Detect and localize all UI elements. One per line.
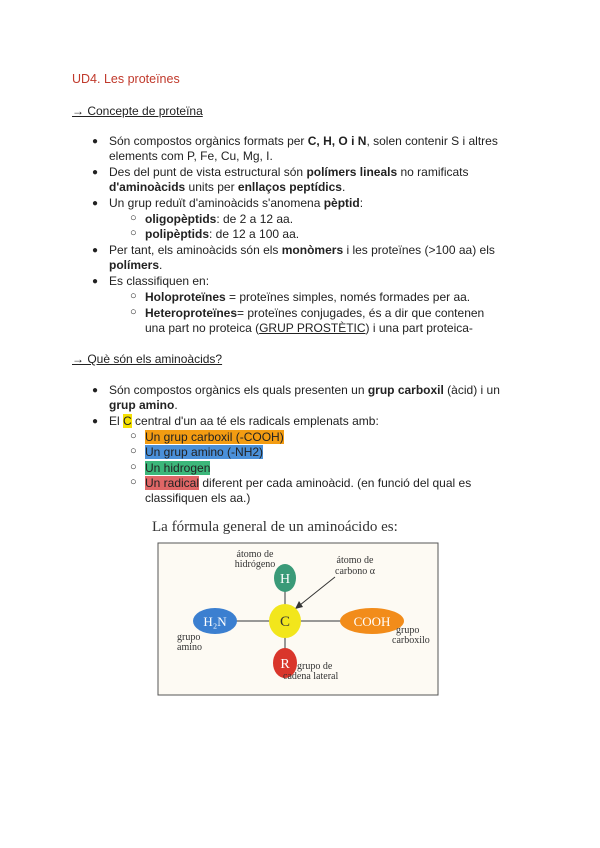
amino-group-node-label: H₂N: [203, 614, 227, 629]
section-heading-amino-acids: → Què són els aminoàcids?: [72, 352, 223, 366]
circle-bullet-icon: ○: [130, 430, 137, 442]
bullet-icon: ●: [92, 276, 99, 287]
circle-bullet-icon: ○: [130, 227, 137, 239]
radical-node-label: R: [280, 657, 290, 672]
amino-label-line1: grupo: [177, 632, 201, 643]
bullet-icon: ●: [92, 167, 99, 178]
document-page: UD4. Les proteïnes → Concepte de proteïna ● Són compostos orgànics formats per C, H, O i N, solen contenir S i altres elements com P, Fe, Cu, Mg, I. ● Des del punt de vista estructural són polímers lineals no ramificats d'aminoàcids units per enllaços peptídics. ● Un grup reduït d'aminoàcids s'anomena pèptid: ○ oligopèptids: de 2 a 12 aa. ○ polipèptids: de 12 a 100 aa. ● Per tant, els aminoàcids són els monòmers i les proteïnes (>100 aa) els polímers. ● Es classifiquen en: ○ Holoproteïnes = proteïnes simples, només formades per aa. ○ Heteroproteïnes= proteïnes conjugades, és a dir que contenen una part no proteica (GRUP PROSTÈTIC) i una part proteica- → Què són els aminoàcids? ● Són compostos orgànics els quals presenten un grup carboxil (àcid) i un grup amino. ● El C central d'un aa té els radicals emplenats amb: ○ Un grup carboxil (-COOH) ○ Un grup amino (-NH2) ○ Un hidrogen ○ Un radical diferent per cada aminoàcid. (en funció del qual es classifiquen els aa.) La fórmula general de un aminoácido es: H C R H₂N COOH átomo de hidrógeno átomo de carbono α grupo amino grupo carboxilo grupo de cadena lateral: [0, 0, 600, 848]
bullet-icon: ●: [92, 136, 99, 147]
hydrogen-label-line2: hidrógeno: [234, 559, 276, 570]
section-heading-protein-concept: → Concepte de proteïna: [72, 104, 203, 118]
carbon-label-line1: átomo de: [336, 555, 374, 566]
bullet-icon: ●: [92, 245, 99, 256]
page-title: UD4. Les proteïnes: [72, 72, 180, 86]
hydrogen-node-label: H: [279, 572, 291, 587]
amino-label-line2: amino: [177, 642, 202, 653]
carboxyl-group-node-label: COOH: [353, 614, 391, 629]
circle-bullet-icon: ○: [130, 445, 137, 457]
bullet-icon: ●: [92, 385, 99, 396]
radical-label-line1: grupo de: [297, 661, 333, 672]
circle-bullet-icon: ○: [130, 212, 137, 224]
carbon-node-label: C: [279, 614, 291, 630]
bullet-icon: ●: [92, 198, 99, 209]
circle-bullet-icon: ○: [130, 306, 137, 318]
carbon-label-line2: carbono α: [335, 566, 375, 577]
figure-title: La fórmula general de un aminoácido es:: [152, 519, 398, 535]
hydrogen-label-line1: átomo de: [236, 549, 274, 560]
amino-acid-formula-figure: [150, 515, 446, 700]
bullet-icon: ●: [92, 416, 99, 427]
carboxyl-label-line1: grupo: [396, 625, 420, 636]
circle-bullet-icon: ○: [130, 476, 137, 488]
circle-bullet-icon: ○: [130, 290, 137, 302]
radical-label-line2: cadena lateral: [283, 671, 339, 682]
carboxyl-label-line2: carboxilo: [392, 635, 430, 646]
circle-bullet-icon: ○: [130, 461, 137, 473]
